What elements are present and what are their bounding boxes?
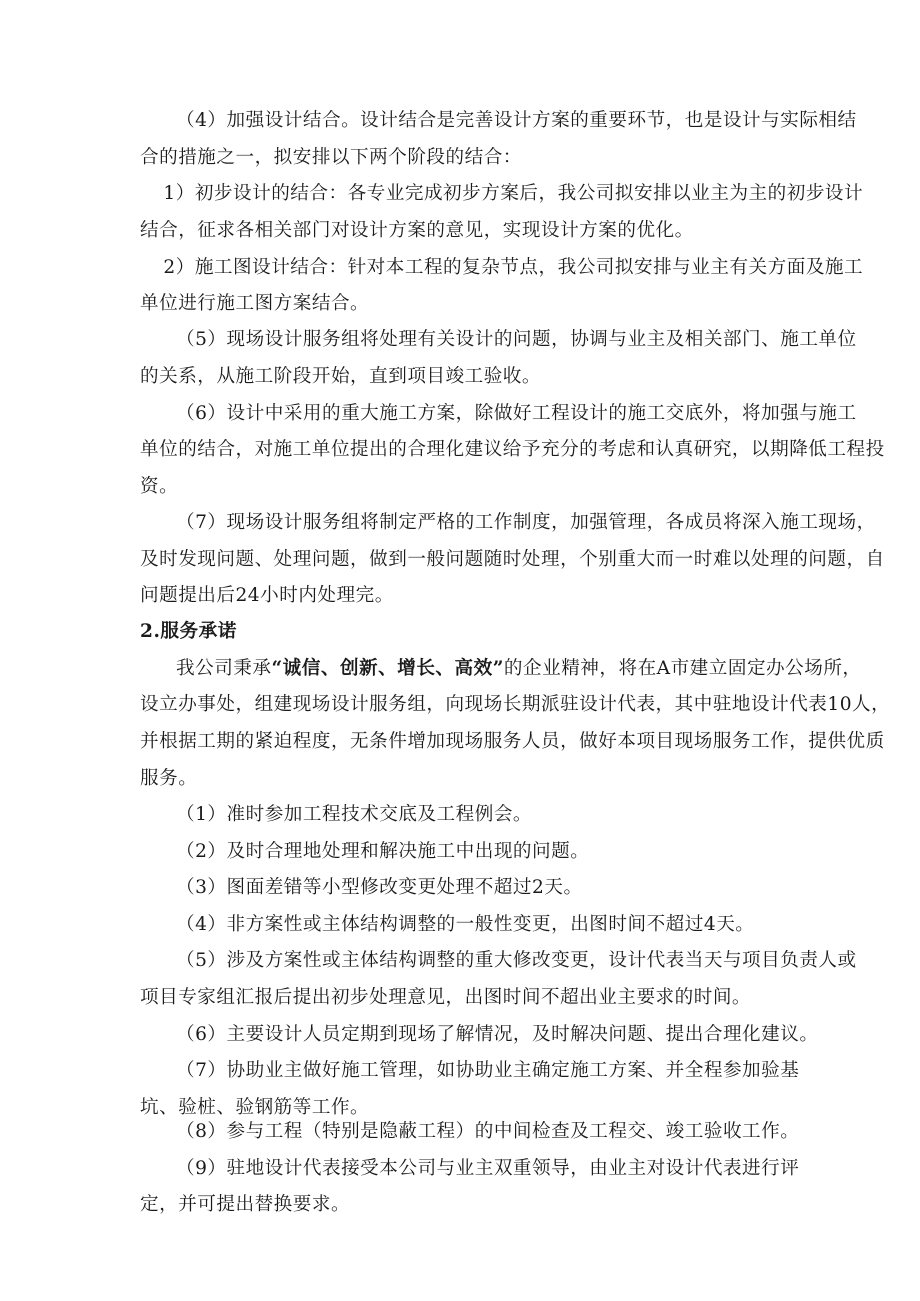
text-line: （8）参与工程（特别是隐蔽工程）的中间检查及工程交、竣工验收工作。 xyxy=(176,1121,800,1142)
text-line: 结合，征求各相关部门对设计方案的意见，实现设计方案的优化。 xyxy=(140,220,694,241)
text-line: （7）协助业主做好施工管理，如协助业主确定施工方案、并全程参加验基 xyxy=(176,1060,800,1081)
service-intro-line xyxy=(176,658,862,680)
intro-text: 我公司秉承 xyxy=(176,658,272,679)
company-motto: “诚信、创新、增长、高效” xyxy=(271,658,504,679)
text-line: 及时发现问题、处理问题，做到一般问题随时处理，个别重大而一时难以处理的问题，自 xyxy=(140,549,885,570)
text-line: 合的措施之一，拟安排以下两个阶段的结合： xyxy=(140,147,522,168)
text-line: （6）主要设计人员定期到现场了解情况，及时解决问题、提出合理化建议。 xyxy=(176,1024,819,1045)
text-line: 服务。 xyxy=(140,768,198,789)
text-line: 问题提出后24小时内处理完。 xyxy=(140,585,394,606)
text-line: （4）非方案性或主体结构调整的一般性变更，出图时间不超过4天。 xyxy=(176,914,755,935)
text-line: （9）驻地设计代表接受本公司与业主双重领导，由业主对设计代表进行评 xyxy=(176,1158,800,1179)
text-line: 定，并可提出替换要求。 xyxy=(140,1194,351,1215)
text-line: 1）初步设计的结合：各专业完成初步方案后，我公司拟安排以业主为主的初步设计 xyxy=(163,183,864,204)
text-line: 资。 xyxy=(140,476,179,497)
text-line: （5）现场设计服务组将处理有关设计的问题，协调与业主及相关部门、施工单位 xyxy=(176,329,857,350)
text-line: 的关系，从施工阶段开始，直到项目竣工验收。 xyxy=(140,366,541,387)
text-line: 单位进行施工图方案结合。 xyxy=(140,293,370,314)
text-line: 项目专家组汇报后提出初步处理意见，出图时间不超出业主要求的时间。 xyxy=(140,987,752,1008)
intro-text-cont: 的企业精神，将在A市建立固定办公场所， xyxy=(503,658,862,679)
text-line: （1）准时参加工程技术交底及工程例会。 xyxy=(176,804,533,825)
text-line: （2）及时合理地处理和解决施工中出现的问题。 xyxy=(176,841,590,862)
text-line: 并根据工期的紧迫程度，无条件增加现场服务人员，做好本项目现场服务工作，提供优质 xyxy=(140,731,885,752)
text-line: （7）现场设计服务组将制定严格的工作制度，加强管理，各成员将深入施工现场， xyxy=(176,512,876,533)
text-line: （6）设计中采用的重大施工方案，除做好工程设计的施工交底外，将加强与施工 xyxy=(176,403,857,424)
text-line: 单位的结合，对施工单位提出的合理化建议给予充分的考虑和认真研究，以期降低工程投 xyxy=(140,439,885,460)
text-line: 设立办事处，组建现场设计服务组，向现场长期派驻设计代表，其中驻地设计代表10人， xyxy=(140,694,891,715)
text-line: 坑、验桩、验钢筋等工作。 xyxy=(140,1097,370,1118)
text-line: 2）施工图设计结合：针对本工程的复杂节点，我公司拟安排与业主有关方面及施工 xyxy=(163,257,864,278)
text-line: （5）涉及方案性或主体结构调整的重大修改变更，设计代表当天与项目负责人或 xyxy=(176,950,857,971)
section-heading: 2.服务承诺 xyxy=(140,621,237,642)
text-line: （3）图面差错等小型修改变更处理不超过2天。 xyxy=(176,877,583,898)
text-line: （4）加强设计结合。设计结合是完善设计方案的重要环节，也是设计与实际相结 xyxy=(176,110,857,131)
